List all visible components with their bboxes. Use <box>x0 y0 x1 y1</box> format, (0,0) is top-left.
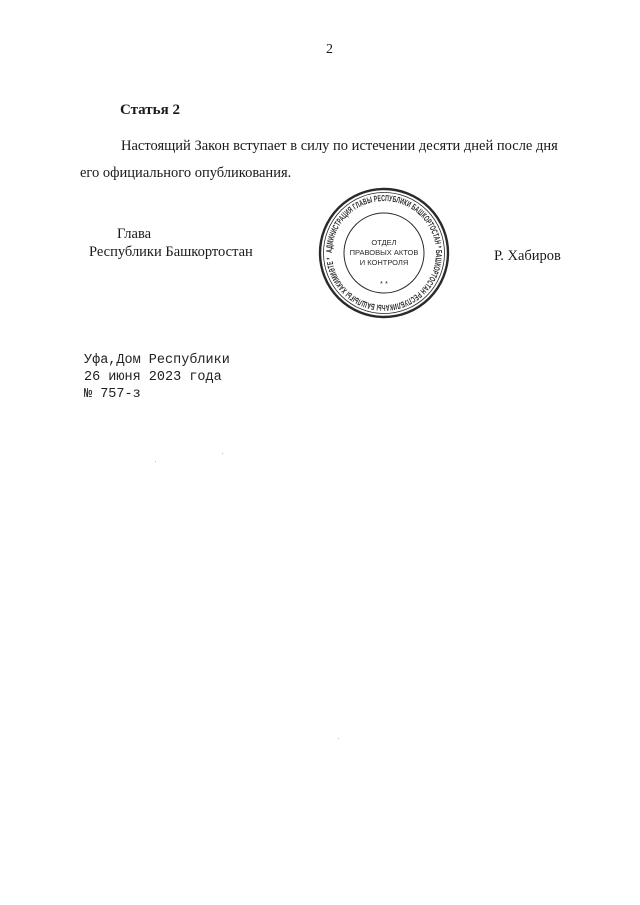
imprint-number: № 757-з <box>84 387 141 402</box>
imprint-date: 26 июня 2023 года <box>84 370 222 385</box>
imprint-place: Уфа,Дом Республики <box>84 353 230 368</box>
seal-stars: * * <box>380 279 388 288</box>
seal-ring-text: АДМИНИСТРАЦИЯ ГЛАВЫ РЕСПУБЛИКИ БАШКОРТОСТАН * БАШКОРТОСТАН РЕСПУБЛИКАҺЫ БАШЛЫҒЫ ХАКИМИӘТЕ * <box>323 192 445 314</box>
scan-speck <box>222 453 223 454</box>
signer-title-line-1: Глава <box>117 226 152 242</box>
seal-center-line-3: И КОНТРОЛЯ <box>359 258 409 267</box>
signer-title-line-2: Республики Башкортостан <box>89 244 253 260</box>
official-seal <box>316 185 452 321</box>
signer-name: Р. Хабиров <box>494 248 561 264</box>
document-imprint <box>84 352 230 403</box>
seal-center-line-2: ПРАВОВЫХ АКТОВ <box>349 248 419 257</box>
scan-speck <box>338 738 339 739</box>
article-text-line-2: его официального опубликования. <box>80 165 292 181</box>
seal-center-line-1: ОТДЕЛ <box>371 238 397 247</box>
scan-speck <box>155 461 156 462</box>
article-text-line-1: Настоящий Закон вступает в силу по истечении десяти дней после дня <box>121 138 558 154</box>
article-heading: Статья 2 <box>120 102 180 118</box>
page-number: 2 <box>326 42 333 57</box>
